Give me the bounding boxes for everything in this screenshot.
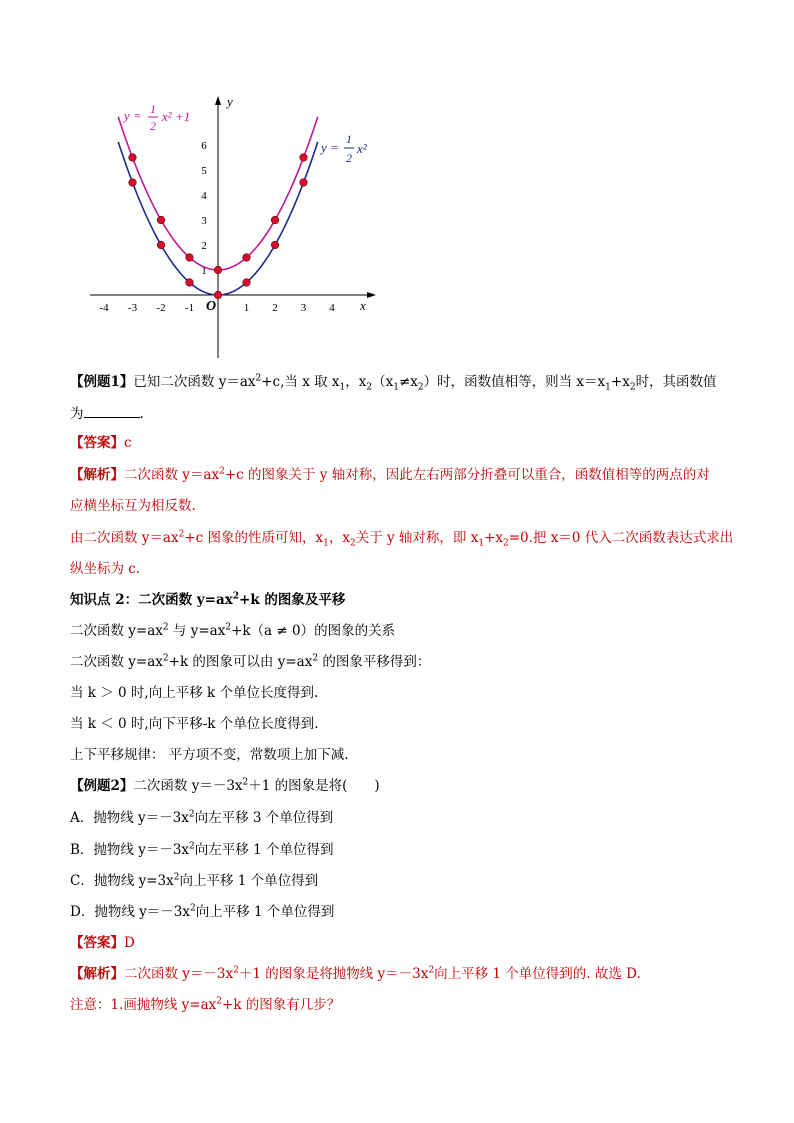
lower-label-lhs: y = — [321, 140, 339, 155]
answer-tag: 【答案】 — [70, 935, 124, 951]
sub: 1 — [393, 382, 399, 393]
ex1-question-line2 — [70, 403, 144, 424]
sup: 2 — [428, 965, 435, 976]
answer-blank — [84, 403, 140, 418]
ex1-ana3-c: ，x — [328, 530, 350, 546]
analysis-tag: 【解析】 — [70, 467, 124, 483]
upper-point — [157, 216, 165, 224]
sup: 2 — [189, 903, 196, 914]
ex1-q-b: +c,当 x 取 x — [261, 374, 340, 390]
y-tick-label: 1 — [201, 265, 207, 277]
kp-l2-c: 的图象平移得到： — [318, 654, 431, 670]
sup: 2 — [233, 965, 239, 976]
ex1-q2-a: 为 — [70, 406, 84, 422]
kp-line5 — [70, 745, 349, 765]
x-tick-labels — [99, 302, 335, 314]
upper-label-num: 1 — [150, 102, 156, 116]
ex1-q-d: （x — [372, 374, 394, 390]
note-line — [70, 995, 340, 1015]
ex2-option-b — [70, 840, 333, 860]
x-tick-label: -3 — [127, 302, 138, 314]
kp-l1-a: 二次函数 y=ax — [70, 623, 163, 639]
ex1-q-h: 时，其函数值 — [635, 374, 717, 390]
sup: 2 — [242, 777, 249, 788]
kp-l2-a: 二次函数 y=ax — [70, 654, 163, 670]
ex2-oB-b: 向左平移 1 个单位得到 — [194, 842, 334, 858]
sup: 2 — [188, 809, 195, 820]
ex1-answer — [70, 433, 132, 453]
kp-l1-b: 与 y=ax — [168, 623, 226, 639]
lower-point — [300, 179, 308, 187]
upper-point — [186, 254, 194, 262]
upper-point — [243, 254, 251, 262]
sup: 2 — [216, 996, 223, 1007]
upper-label-den: 2 — [150, 119, 156, 133]
ex2-oC-a: C．抛物线 y=3x — [70, 873, 174, 889]
lower-point — [214, 291, 222, 299]
sup: 2 — [225, 622, 232, 633]
kp-l1-c: +k（a ≠ 0）的图象的关系 — [231, 623, 396, 639]
ex1-analysis-line4 — [70, 559, 140, 579]
y-tick-label: 3 — [201, 215, 207, 227]
x-axis-arrow — [367, 292, 376, 298]
x-tick-label: 3 — [300, 302, 307, 314]
answer-value: D — [124, 935, 135, 951]
kp-l3: 当 k ＞ 0 时,向上平移 k 个单位长度得到. — [70, 685, 319, 701]
ex2-question — [70, 776, 380, 796]
ex2-oD-b: 向上平移 1 个单位得到 — [195, 904, 335, 920]
kp-line1 — [70, 621, 395, 641]
ex2-oA-b: 向左平移 3 个单位得到 — [194, 810, 334, 826]
ex2-oA-a: A．抛物线 y＝－3x — [70, 810, 189, 826]
ex1-ana4: 纵坐标为 c. — [70, 561, 141, 577]
sub: 1 — [339, 382, 346, 393]
answer-value: c — [124, 435, 132, 451]
sup: 2 — [189, 841, 195, 852]
sup: 2 — [312, 653, 319, 664]
sup: 2 — [162, 622, 169, 633]
ex2-q-b: ＋1 的图象是将( ) — [248, 778, 380, 794]
y-tick-label: 6 — [201, 140, 207, 152]
kp-l4: 当 k ＜ 0 时,向下平移-k 个单位长度得到. — [70, 716, 319, 732]
ex1-q-e: ≠x — [398, 374, 418, 390]
ex2-ana-c: 向上平移 1 个单位得到的. 故选 D. — [434, 966, 641, 982]
ex1-analysis-line3 — [70, 528, 733, 548]
lower-point — [157, 241, 165, 249]
y-tick-label: 5 — [201, 165, 207, 177]
ex1-analysis-line2 — [70, 496, 196, 516]
sub: 2 — [366, 382, 373, 393]
ex2-q-a: 二次函数 y＝－3x — [133, 778, 243, 794]
ex1-ana3-a: 由二次函数 y＝ax — [70, 530, 179, 546]
lower-point — [243, 279, 251, 287]
upper-point — [300, 154, 308, 162]
origin-label: O — [206, 299, 217, 314]
kp-line2 — [70, 652, 430, 672]
x-tick-label: 1 — [243, 302, 250, 314]
sub: 2 — [629, 382, 636, 393]
x-tick-label: 4 — [329, 302, 335, 314]
note-a: 注意：1.画抛物线 y=ax — [70, 997, 217, 1013]
ex2-ana-b: ＋1 的图象是将抛物线 y＝－3x — [238, 966, 429, 982]
ex1-ana3-b: +c 图象的性质可知，x — [184, 530, 324, 546]
ex1-q-g: +x — [610, 374, 630, 390]
upper-point — [271, 216, 279, 224]
lower-label-rest: x² — [357, 141, 367, 156]
kp-title — [70, 590, 345, 610]
ex1-tag: 【例题1】 — [70, 374, 134, 390]
lower-label-num: 1 — [346, 132, 352, 146]
ex2-option-a — [70, 808, 333, 828]
ex1-analysis-line1 — [70, 465, 710, 485]
ex1-q-c: ，x — [345, 374, 367, 390]
kp-l5: 上下平移规律： 平方项不变，常数项上加下减. — [70, 747, 349, 763]
upper-point — [214, 266, 222, 274]
x-tick-label: -4 — [99, 302, 109, 314]
x-axis-label: x — [360, 298, 366, 313]
lower-label-den: 2 — [346, 151, 352, 165]
parabola-figure — [86, 88, 386, 363]
kp-line3 — [70, 683, 318, 703]
ex2-tag: 【例题2】 — [70, 778, 134, 794]
y-tick-label: 2 — [201, 240, 207, 252]
kp-title-b: +k 的图象及平移 — [239, 592, 346, 608]
y-tick-label: 4 — [201, 190, 207, 202]
lower-point — [271, 241, 279, 249]
note-b: +k 的图象有几步？ — [222, 997, 341, 1013]
ex1-q-a: 已知二次函数 y＝ax — [133, 374, 256, 390]
y-axis-label: y — [227, 94, 233, 109]
upper-label-lhs: y = — [124, 108, 142, 123]
ex1-ana3-e: +x — [484, 530, 503, 546]
sup: 2 — [232, 591, 240, 602]
sup: 2 — [255, 373, 262, 384]
analysis-tag: 【解析】 — [70, 966, 124, 982]
ex1-ana1-a: 二次函数 y＝ax — [124, 467, 220, 483]
sub: 1 — [605, 382, 611, 393]
kp-title-a: 知识点 2：二次函数 y=ax — [70, 592, 233, 608]
sub: 1 — [323, 538, 329, 549]
ex1-q2-b: . — [139, 406, 144, 422]
upper-curve-label — [122, 102, 190, 133]
ex2-analysis — [70, 964, 641, 984]
parabola-graph — [86, 88, 386, 363]
ex2-option-c — [70, 871, 318, 891]
ex1-q-f: ）时，函数值相等，则当 x＝x — [423, 374, 606, 390]
sub: 2 — [503, 538, 509, 549]
ex2-ana-a: 二次函数 y＝－3x — [124, 966, 234, 982]
y-tick-labels — [201, 140, 207, 277]
sup: 2 — [178, 529, 185, 540]
ex1-question-line1 — [70, 372, 717, 392]
kp-line4 — [70, 714, 319, 734]
upper-label-rest: x² +1 — [162, 109, 191, 124]
sup: 2 — [219, 466, 225, 477]
ex2-oC-b: 向上平移 1 个单位得到 — [179, 873, 319, 889]
ex1-ana3-f: =0.把 x＝0 代入二次函数表达式求出 — [508, 530, 734, 546]
ex1-ana2: 应横坐标互为相反数. — [70, 498, 196, 514]
ex2-option-d — [70, 902, 334, 922]
upper-point — [129, 154, 137, 162]
x-tick-label: 2 — [272, 302, 278, 314]
ex1-ana3-d: 关于 y 轴对称，即 x — [355, 530, 479, 546]
y-axis-arrow — [215, 96, 221, 105]
ex2-oD-a: D．抛物线 y＝－3x — [70, 904, 190, 920]
x-tick-label: -2 — [156, 302, 166, 314]
x-tick-label: -1 — [184, 302, 195, 314]
ex2-answer — [70, 933, 135, 953]
ex1-ana1-b: +c 的图象关于 y 轴对称，因此左右两部分折叠可以重合，函数值相等的两点的对 — [224, 467, 710, 483]
sup: 2 — [162, 653, 169, 664]
lower-curve-label — [319, 132, 368, 165]
answer-tag: 【答案】 — [70, 435, 124, 451]
sub: 2 — [349, 538, 356, 549]
sub: 2 — [417, 382, 424, 393]
lower-point — [186, 279, 194, 287]
sup: 2 — [173, 872, 180, 883]
ex2-oB-a: B．抛物线 y＝－3x — [70, 842, 190, 858]
lower-point — [129, 179, 137, 187]
sub: 1 — [478, 538, 485, 549]
kp-l2-b: +k 的图象可以由 y=ax — [168, 654, 313, 670]
